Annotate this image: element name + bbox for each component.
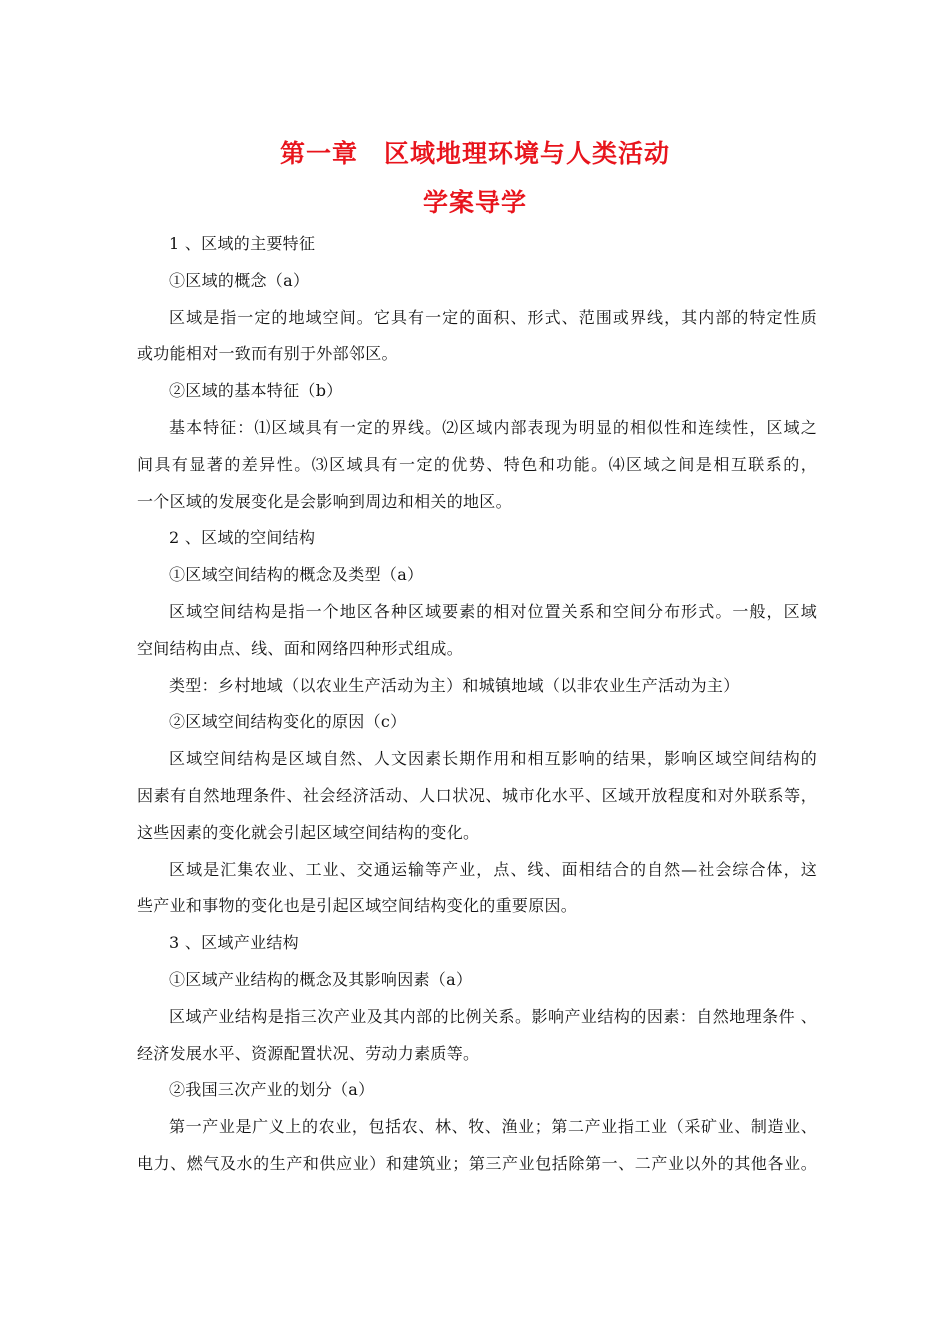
paragraph-line: 空间结构由点、线、面和网络四种形式组成。 [137,638,464,658]
subsection-heading: ②区域空间结构变化的原因（c） [169,712,407,732]
chapter-title: 第一章 区域地理环境与人类活动 [279,139,670,168]
section-heading: 1 、区域的主要特征 [169,234,316,253]
paragraph-line: 基本特征：⑴区域具有一定的界线。⑵区域内部表现为明显的相似性和连续性，区域之 [169,417,817,437]
paragraph-line: 第一产业是广义上的农业，包括农、林、牧、渔业；第二产业指工业（采矿业、制造业、 [169,1117,817,1137]
section-heading: 3 、区域产业结构 [169,933,299,953]
paragraph-line: 经济发展水平、资源配置状况、劳动力素质等。 [137,1043,480,1063]
paragraph-line: 电力、燃气及水的生产和供应业）和建筑业；第三产业包括除第一、二产业以外的其他各业。 [137,1153,817,1173]
subsection-heading: ①区域产业结构的概念及其影响因素（a） [169,969,473,989]
paragraph-line: 间具有显著的差异性。⑶区域具有一定的优势、特色和功能。⑷区域之间是相互联系的， [137,454,817,474]
paragraph-line: 区域产业结构是指三次产业及其内部的比例关系。影响产业结构的因素：自然地理条件 、 [169,1006,817,1026]
subsection-heading: ①区域的概念（a） [169,270,310,290]
paragraph-line: 这些因素的变化就会引起区域空间结构的变化。 [137,822,480,842]
paragraph-line: 区域空间结构是指一个地区各种区域要素的相对位置关系和空间分布形式。一般，区域 [169,601,817,621]
subsection-heading: ②区域的基本特征（b） [169,381,343,401]
document-body [137,226,817,1183]
paragraph-line: 一个区域的发展变化是会影响到周边和相关的地区。 [137,491,512,511]
paragraph-line: 类型：乡村地域（以农业生产活动为主）和城镇地域（以非农业生产活动为主） [169,675,740,695]
paragraph-line: 区域空间结构是区域自然、人文因素长期作用和相互影响的结果，影响区域空间结构的 [169,749,817,769]
paragraph-line: 区域是汇集农业、工业、交通运输等产业，点、线、面相结合的自然—社会综合体，这 [169,859,817,879]
subsection-heading: ②我国三次产业的划分（a） [169,1080,375,1100]
paragraph-line: 区域是指一定的地域空间。它具有一定的面积、形式、范围或界线，其内部的特定性质 [169,307,817,327]
section-heading: 2 、区域的空间结构 [169,528,316,548]
paragraph-line: 或功能相对一致而有别于外部邻区。 [137,344,398,364]
chapter-subtitle: 学案导学 [422,188,527,217]
paragraph-line: 些产业和事物的变化也是引起区域空间结构变化的重要原因。 [137,896,578,916]
subsection-heading: ①区域空间结构的概念及类型（a） [169,565,424,585]
paragraph-line: 因素有自然地理条件、社会经济活动、人口状况、城市化水平、区域开放程度和对外联系等， [137,785,817,805]
